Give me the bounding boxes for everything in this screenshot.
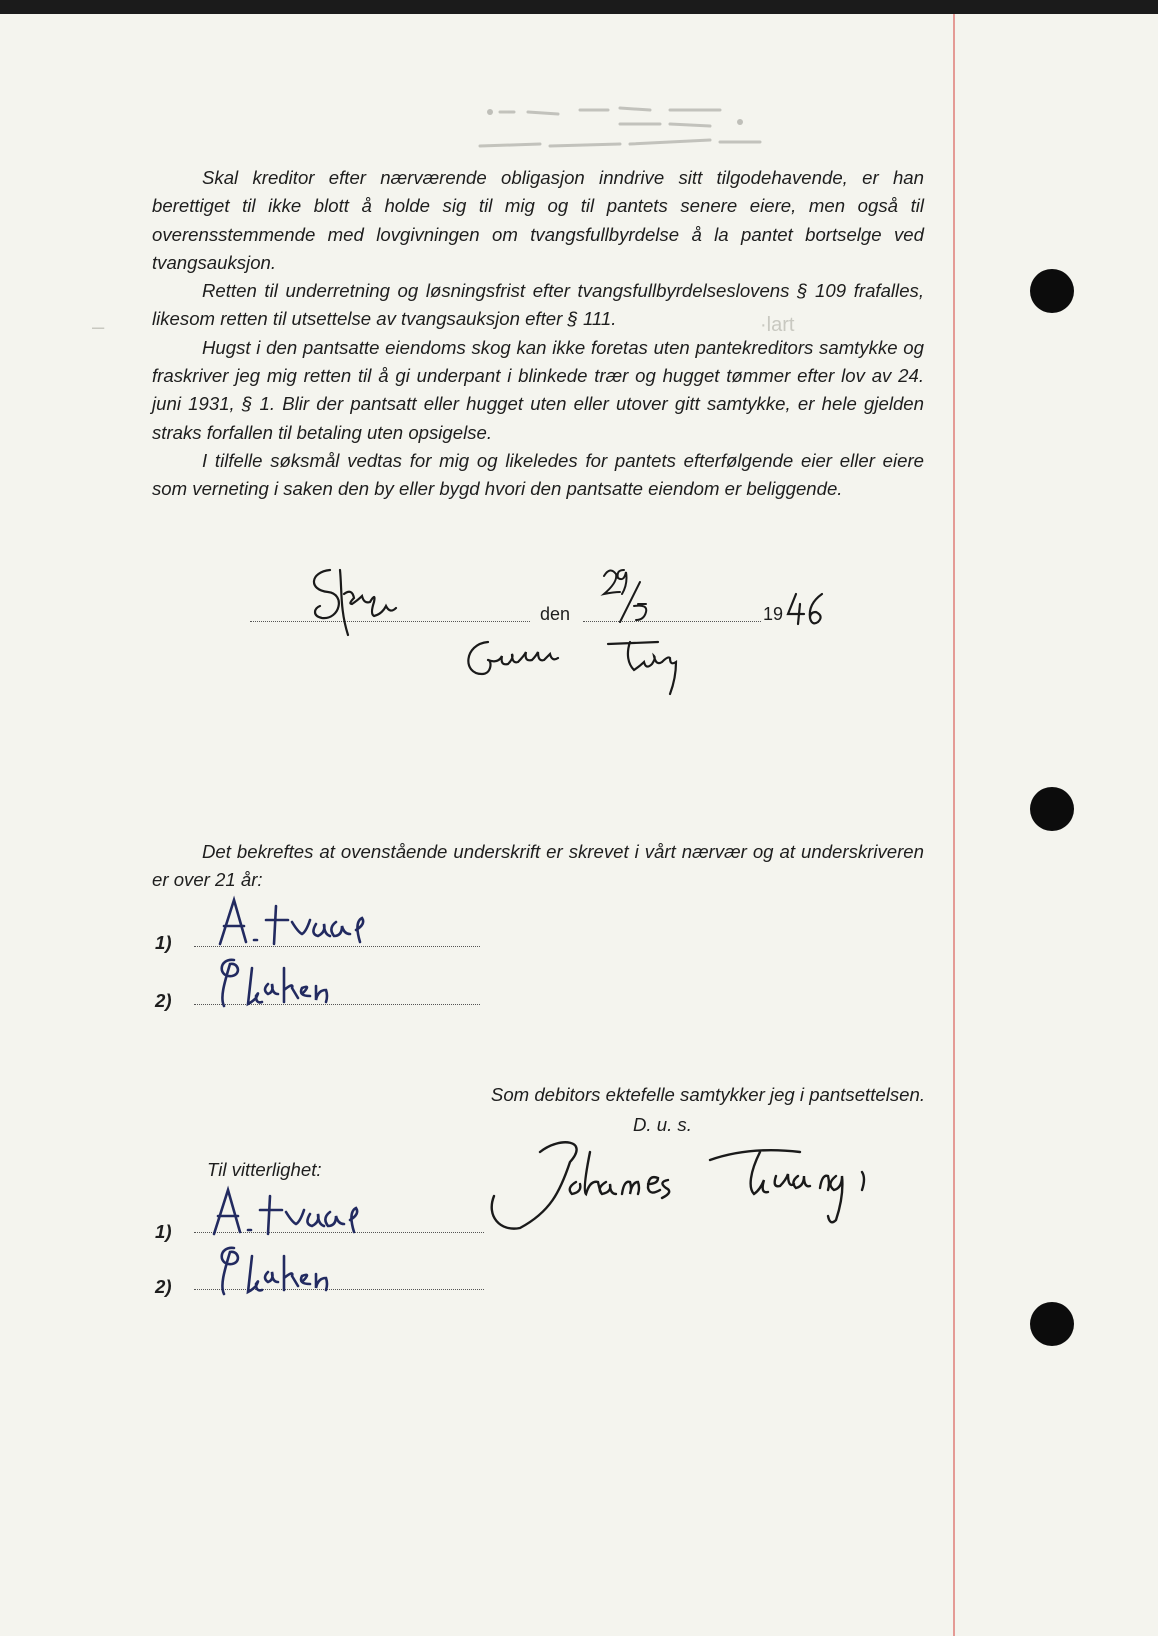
red-margin-rule [953, 14, 955, 1636]
bleed-through-mark-2: ·lart [760, 314, 795, 336]
paragraph-2: Retten til underretning og løsningsfrist efter tvangsfullbyrdelseslovens § 109 frafalles, likesom retten til utsettelse av tvangsauksjon efter § 111. [152, 280, 924, 330]
witness-2-signature [212, 954, 352, 1014]
year-prefix: 19 [763, 604, 784, 624]
witness-number-1: 1) [155, 932, 172, 953]
spouse-signature [480, 1132, 950, 1242]
body-text [152, 164, 924, 504]
vitne-number-2: 2) [155, 1276, 172, 1297]
attestation-text [152, 838, 924, 895]
bleed-through-mark: – [92, 314, 105, 339]
vitne-1-signature [200, 1182, 390, 1242]
witness-number-2: 2) [155, 990, 172, 1011]
year-handwriting [784, 590, 834, 630]
place-handwriting [300, 560, 420, 640]
punch-hole-top [1030, 269, 1074, 313]
til-vitterlighet-label: Til vitterlighet: [207, 1159, 322, 1180]
paragraph-4: I tilfelle søksmål vedtas for mig og likeledes for pantets efterfølgende eier eller eiere som verneting i saken den by eller bygd hvori den pantsatte eiendom er beliggende. [152, 449, 924, 500]
paragraph-3: Hugst i den pantsatte eiendoms skog kan ikke foretas uten pantekreditors samtykke og fraskriver jeg mig retten til å gi underpant i blinkede trær og hugget tømmer efter lov av 24. juni 1931, § 1. Blir der pantsatt eller hugget uten eller utover gitt samtykke, er hele gjelden straks forfallen til betaling uten opsigelse. [152, 336, 924, 443]
dus-text: D. u. s. [633, 1114, 692, 1135]
vitne-number-1: 1) [155, 1221, 172, 1242]
date-handwriting [590, 562, 660, 632]
punch-hole-bottom [1030, 1302, 1074, 1346]
attestation-paragraph: Det bekreftes at ovenstående underskrift er skrevet i vårt nærvær og at underskriveren er over 21 år: [152, 841, 924, 891]
faint-registration-stamp [470, 94, 810, 164]
den-label: den [540, 604, 571, 624]
witness-1-signature [206, 894, 406, 954]
vitne-2-signature [212, 1242, 342, 1302]
debtor-signature [458, 634, 708, 704]
paragraph-1: Skal kreditor efter nærværende obligasjon inndrive sitt tilgodehavende, er han berettiget til ikke blott å holde sig til mig og til pantets senere eiere, men også til overensstemmende med lovgivningen om tvangsfullbyrdelse å la pantet bortselge ved tvangsauksjon. [152, 167, 924, 273]
punch-hole-middle [1030, 787, 1074, 831]
spouse-consent-text: Som debitors ektefelle samtykker jeg i pantsettelsen. [490, 1084, 925, 1105]
